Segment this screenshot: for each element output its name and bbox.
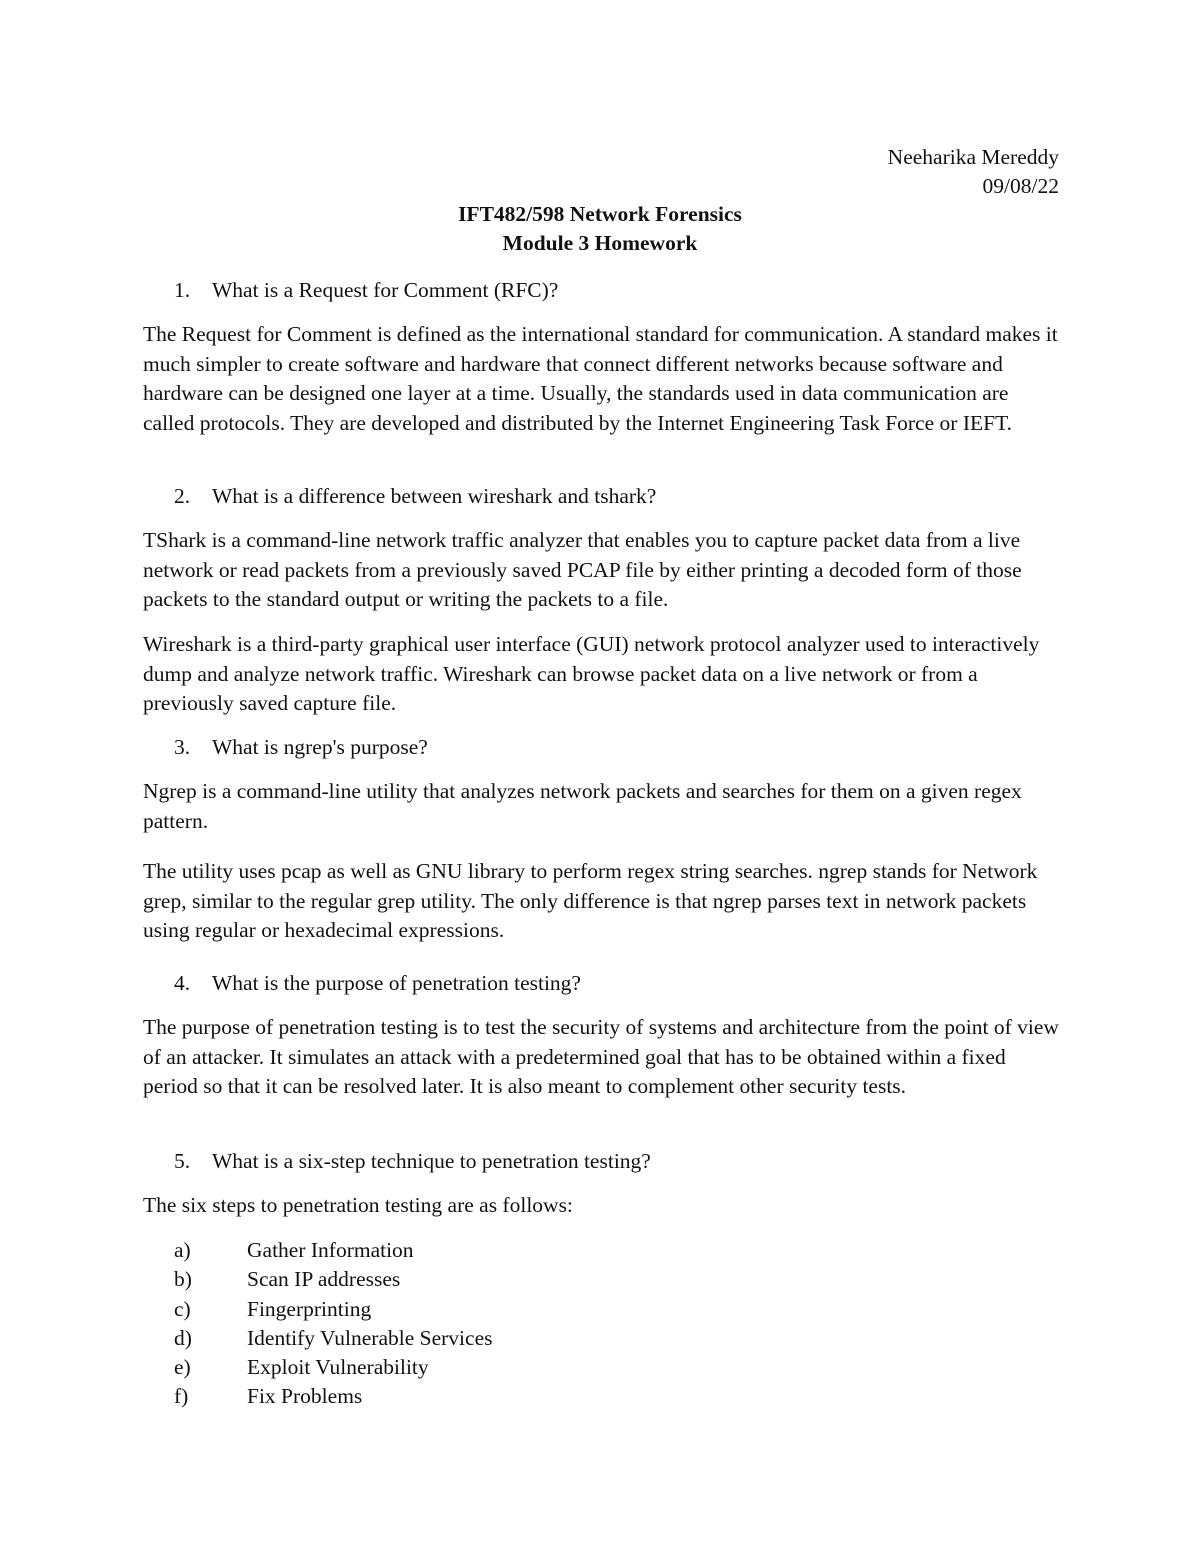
question-number: 3.	[174, 735, 191, 759]
list-item-text: Identify Vulnerable Services	[247, 1325, 493, 1350]
answer-2-paragraph-1: TShark is a command-line network traffic analyzer that enables you to capture packet data from a live network or read packets from a previously saved PCAP file by either printing a decoded form of those packets to the standard output or writing the packets to a file.	[143, 528, 1022, 612]
document-date: 09/08/22	[982, 174, 1059, 198]
list-item-text: Fix Problems	[247, 1384, 363, 1409]
question-5	[174, 1147, 651, 1176]
list-marker: b)	[174, 1267, 192, 1292]
document-title	[0, 200, 1200, 258]
question-number: 2.	[174, 484, 191, 508]
list-item-text: Gather Information	[247, 1238, 414, 1262]
list-item	[174, 1324, 492, 1353]
answer-4-paragraph: The purpose of penetration testing is to test the security of systems and architecture from the point of view of an attacker. It simulates an attack with a predetermined goal that has to be obtained within a fixed period so that it can be resolved later. It is also meant to complement other security tests.	[143, 1015, 1059, 1099]
list-marker: f)	[174, 1384, 189, 1409]
list-item-text: Fingerprinting	[247, 1296, 372, 1321]
question-text: What is a Request for Comment (RFC)?	[212, 278, 559, 302]
list-item	[174, 1382, 492, 1411]
answer-3-paragraph-2: The utility uses pcap as well as GNU library to perform regex string searches. ngrep stands for Network grep, similar to the regular grep utility. The only difference is that ngrep parses text in network packets using regular or hexadecimal expressions.	[143, 859, 1038, 943]
list-item	[174, 1353, 492, 1382]
list-marker: d)	[174, 1325, 192, 1350]
list-marker: a)	[174, 1238, 191, 1262]
list-marker: c)	[174, 1296, 191, 1321]
course-title: IFT482/598 Network Forensics	[458, 202, 742, 226]
answer-5-intro: The six steps to penetration testing are as follows:	[143, 1193, 573, 1217]
author-block	[888, 143, 1059, 201]
question-text: What is the purpose of penetration testing?	[212, 971, 581, 995]
question-1	[174, 276, 558, 305]
answer-1-paragraph: The Request for Comment is defined as the international standard for communication. A standard makes it much simpler to create software and hardware that connect different networks because software and hardware can be designed one layer at a time. Usually, the standards used in data communication are called protocols. They are developed and distributed by the Internet Engineering Task Force or IEFT.	[143, 322, 1058, 435]
question-number: 5.	[174, 1149, 191, 1173]
list-item	[174, 1236, 492, 1265]
question-2	[174, 482, 656, 511]
answer-3-paragraph-1: Ngrep is a command-line utility that analyzes network packets and searches for them on a given regex pattern.	[143, 779, 1022, 833]
answer-2-paragraph-2: Wireshark is a third-party graphical user interface (GUI) network protocol analyzer used to interactively dump and analyze network traffic. Wireshark can browse packet data on a live network or from a previously saved capture file.	[143, 632, 1040, 716]
question-3	[174, 733, 428, 762]
list-marker: e)	[174, 1355, 191, 1380]
penetration-steps-list	[174, 1236, 492, 1412]
question-4	[174, 969, 581, 998]
list-item	[174, 1265, 492, 1294]
list-item-text: Scan IP addresses	[247, 1267, 401, 1292]
list-item-text: Exploit Vulnerability	[247, 1355, 429, 1380]
author-name: Neeharika Mereddy	[887, 145, 1059, 169]
question-text: What is ngrep's purpose?	[212, 735, 428, 759]
question-number: 1.	[174, 278, 191, 302]
assignment-title: Module 3 Homework	[502, 231, 698, 255]
question-text: What is a six-step technique to penetration testing?	[212, 1149, 651, 1173]
list-item	[174, 1295, 492, 1324]
question-text: What is a difference between wireshark and tshark?	[212, 484, 657, 508]
question-number: 4.	[174, 971, 191, 995]
